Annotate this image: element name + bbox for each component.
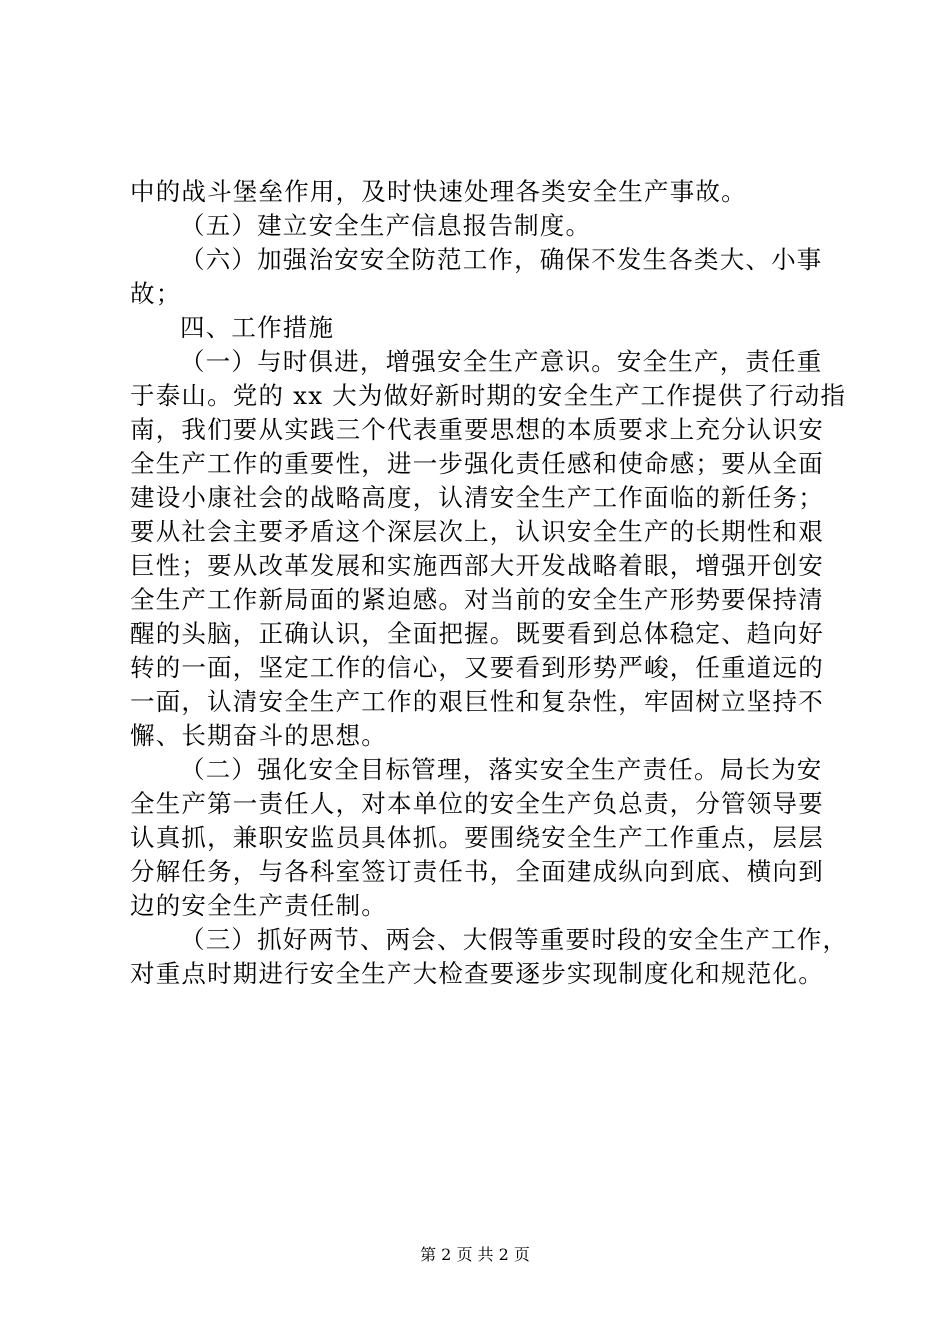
section-heading-line: 四、工作措施 <box>180 313 335 342</box>
text-line: 分解任务，与各科室签订责任书，全面建成纵向到底、横向到 <box>130 857 824 886</box>
section-heading-line: （二）强化安全目标管理，落实安全生产责任。局长为安 <box>180 755 823 784</box>
text-line: 边的安全生产责任制。 <box>130 891 387 920</box>
page-number: 第 2 页 共 2 页 <box>420 1245 530 1264</box>
section-heading-line: （三）抓好两节、两会、大假等重要时段的安全生产工作， <box>180 925 849 954</box>
text-line: 懈、长期奋斗的思想。 <box>130 721 387 750</box>
text-line: 认真抓，兼职安监员具体抓。要围绕安全生产工作重点，层层 <box>130 823 824 852</box>
text-line: 故； <box>130 279 182 308</box>
text-line: 一面，认清安全生产工作的艰巨性和复杂性，牢固树立坚持不 <box>130 687 824 716</box>
section-heading-line: （六）加强治安安全防范工作，确保不发生各类大、小事 <box>180 245 823 274</box>
text-line: 南，我们要从实践三个代表重要思想的本质要求上充分认识安 <box>130 415 824 444</box>
text-line: 于泰山。党的 xx 大为做好新时期的安全生产工作提供了行动指 <box>130 381 847 410</box>
text-line: 建设小康社会的战略高度，认清安全生产工作面临的新任务； <box>130 483 824 512</box>
text-line: 全生产工作的重要性，进一步强化责任感和使命感；要从全面 <box>130 449 824 478</box>
text-line: 全生产第一责任人，对本单位的安全生产负总责，分管领导要 <box>130 789 824 818</box>
section-heading-line: （五）建立安全生产信息报告制度。 <box>180 211 592 240</box>
text-line: 转的一面，坚定工作的信心，又要看到形势严峻，任重道远的 <box>130 653 824 682</box>
text-line: 对重点时期进行安全生产大检查要逐步实现制度化和规范化。 <box>130 959 824 988</box>
text-line: 中的战斗堡垒作用，及时快速处理各类安全生产事故。 <box>130 177 747 206</box>
text-line: 要从社会主要矛盾这个深层次上，认识安全生产的长期性和艰 <box>130 517 824 546</box>
text-line: 全生产工作新局面的紧迫感。对当前的安全生产形势要保持清 <box>130 585 824 614</box>
text-line: 醒的头脑，正确认识，全面把握。既要看到总体稳定、趋向好 <box>130 619 824 648</box>
section-heading-line: （一）与时俱进，增强安全生产意识。安全生产，责任重 <box>180 347 823 376</box>
text-line: 巨性；要从改革发展和实施西部大开发战略着眼，增强开创安 <box>130 551 824 580</box>
